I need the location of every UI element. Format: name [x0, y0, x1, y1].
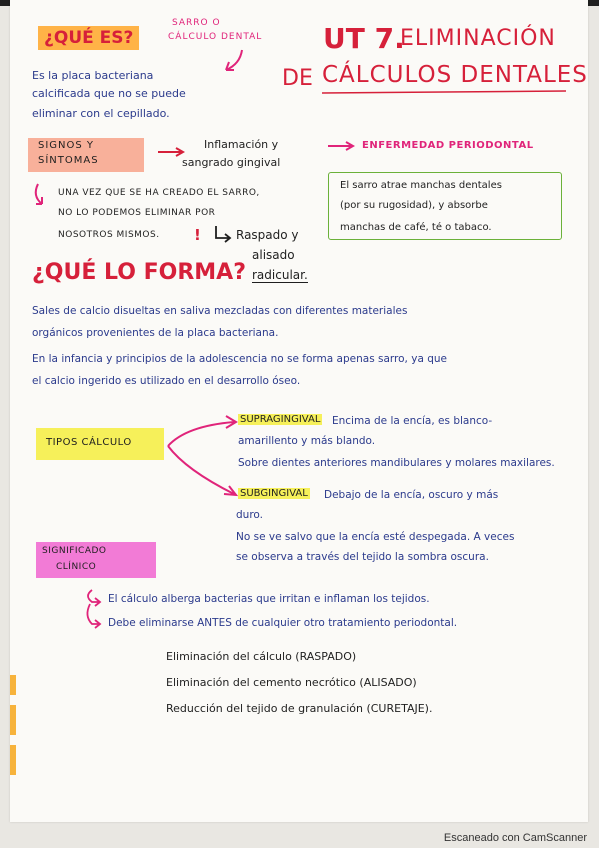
forma-text-line: el calcio ingerido es utilizado en el desarrollo óseo.	[32, 375, 301, 387]
exclamation-mark: !	[194, 226, 201, 244]
step-line: Eliminación del cemento necrótico (ALISADO)	[166, 676, 417, 689]
sarro-note: CÁLCULO DENTAL	[168, 32, 263, 42]
arrow-right-icon	[326, 140, 358, 152]
scanner-watermark: Escaneado con CamScanner	[443, 832, 587, 844]
warning-line: NOSOTROS MISMOS.	[58, 230, 160, 240]
significado-line: El cálculo alberga bacterias que irritan e inflaman los tejidos.	[108, 593, 430, 605]
definition-line: calcificada que no se puede	[32, 87, 186, 100]
page-title-de: DE	[282, 66, 313, 91]
raspado-line: radicular.	[252, 268, 308, 282]
margin-highlight	[10, 705, 16, 735]
arrow-return-icon	[212, 224, 234, 244]
notebook-page	[10, 0, 588, 822]
supragingival-text: Sobre dientes anteriores mandibulares y molares maxilares.	[238, 457, 555, 469]
forma-text-line: orgánicos provenientes de la placa bacteriana.	[32, 327, 279, 339]
warning-line: NO LO PODEMOS ELIMINAR POR	[58, 208, 216, 218]
warning-line: UNA VEZ QUE SE HA CREADO EL SARRO,	[58, 188, 260, 198]
subgingival-text: No se ve salvo que la encía esté despegada. A veces	[236, 531, 515, 543]
curved-arrow-icon	[30, 182, 50, 210]
que-lo-forma-heading: ¿QUÉ LO FORMA?	[32, 260, 246, 285]
signos-label: SIGNOS Y	[38, 140, 95, 151]
page-title: CÁLCULOS DENTALES	[322, 62, 588, 88]
step-line: Eliminación del cálculo (RASPADO)	[166, 650, 357, 663]
signos-text: Inflamación y	[204, 138, 279, 151]
significado-label: CLÍNICO	[56, 562, 97, 572]
sarro-info-line: manchas de café, té o tabaco.	[340, 222, 492, 233]
tipos-label: TIPOS CÁLCULO	[46, 437, 132, 448]
raspado-line: alisado	[252, 248, 295, 262]
supragingival-text: amarillento y más blando.	[238, 435, 376, 447]
significado-line: Debe eliminarse ANTES de cualquier otro tratamiento periodontal.	[108, 617, 458, 629]
arrow-down-icon	[220, 46, 250, 76]
signos-label: SÍNTOMAS	[38, 155, 99, 166]
margin-highlight	[10, 745, 16, 775]
signos-text: sangrado gingival	[182, 156, 281, 169]
enfermedad-periodontal: ENFERMEDAD PERIODONTAL	[362, 140, 534, 151]
step-line: Reducción del tejido de granulación (CURETAJE).	[166, 702, 433, 715]
subgingival-text: se observa a través del tejido la sombra oscura.	[236, 551, 489, 563]
definition-line: Es la placa bacteriana	[32, 69, 154, 82]
forma-text-line: Sales de calcio disueltas en saliva mezcladas con diferentes materiales	[32, 305, 408, 317]
title-underline	[320, 88, 570, 96]
supragingival-text: Encima de la encía, es blanco-	[332, 415, 493, 427]
supragingival-label: SUPRAGINGIVAL	[240, 414, 321, 425]
subgingival-text: duro.	[236, 509, 263, 521]
sarro-note: SARRO O	[172, 18, 221, 28]
sarro-info-line: El sarro atrae manchas dentales	[340, 180, 502, 191]
branch-arrows-icon	[166, 410, 246, 506]
forma-text-line: En la infancia y principios de la adolescencia no se forma apenas sarro, ya que	[32, 353, 448, 365]
curved-arrows-icon	[82, 586, 106, 630]
subgingival-text: Debajo de la encía, oscuro y más	[324, 489, 499, 501]
subgingival-label: SUBGINGIVAL	[240, 488, 308, 499]
unit-number: UT 7.	[323, 22, 405, 55]
que-es-heading: ¿QUÉ ES?	[38, 26, 139, 50]
sarro-info-line: (por su rugosidad), y absorbe	[340, 200, 488, 211]
raspado-line: Raspado y	[236, 228, 299, 242]
definition-line: eliminar con el cepillado.	[32, 107, 170, 120]
significado-label: SIGNIFICADO	[42, 546, 107, 556]
page-title: ELIMINACIÓN	[400, 26, 556, 51]
margin-highlight	[10, 675, 16, 695]
